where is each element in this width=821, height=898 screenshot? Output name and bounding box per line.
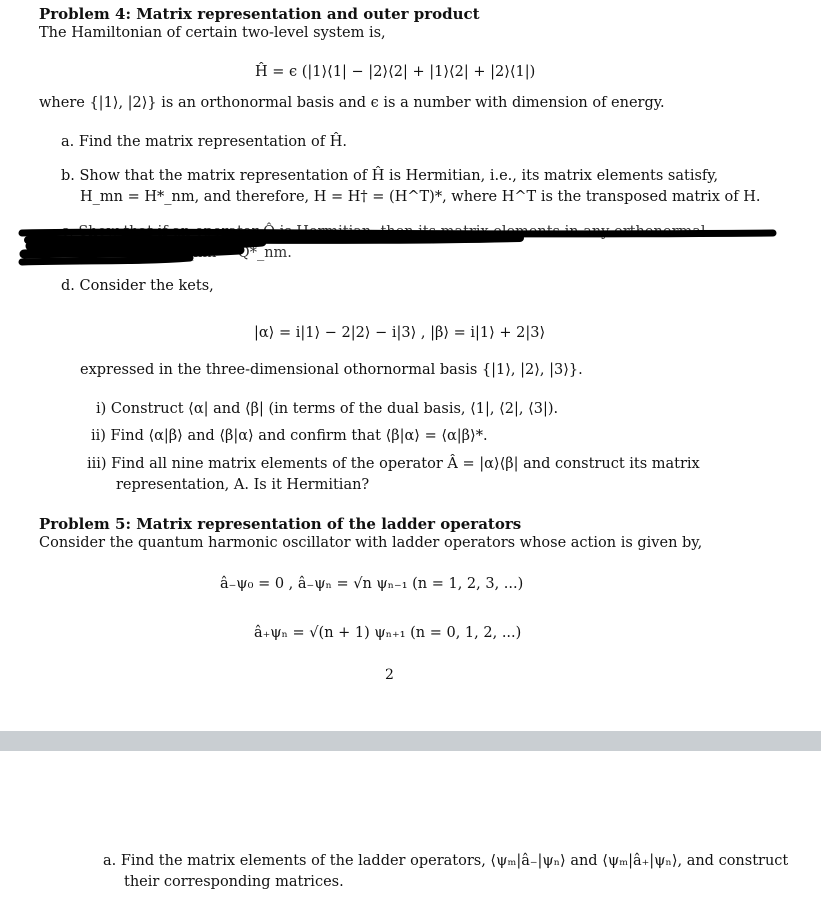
hamiltonian-equation: Ĥ = ϵ (|1⟩⟨1| − |2⟩⟨2| + |1⟩⟨2| + |2⟩⟨1|) <box>255 64 536 80</box>
subpart-i: i) Construct ⟨α| and ⟨β| (in terms of the dual basis, ⟨1|, ⟨2|, ⟨3|). <box>96 401 559 417</box>
problem4-title: Problem 4: Matrix representation and outer product <box>39 5 480 23</box>
document-page-2 <box>0 751 821 898</box>
lowering-equation: â₋ψ₀ = 0 , â₋ψₙ = √n ψₙ₋₁ (n = 1, 2, 3, ...) <box>220 576 524 592</box>
page-separator <box>0 731 821 751</box>
kets-equation: |α⟩ = i|1⟩ − 2|2⟩ − i|3⟩ , |β⟩ = i|1⟩ + 2|3⟩ <box>254 325 546 341</box>
subpart-iii-line2: representation, A. Is it Hermitian? <box>116 477 370 493</box>
subpart-ii: ii) Find ⟨α|β⟩ and ⟨β|α⟩ and confirm that ⟨β|α⟩ = ⟨α|β⟩*. <box>91 428 488 444</box>
subpart-iii-line1: iii) Find all nine matrix elements of the operator Â = |α⟩⟨β| and construct its matrix <box>87 456 700 472</box>
problem5-part-a-line1: a. Find the matrix elements of the ladder operators, ⟨ψₘ|â₋|ψₙ⟩ and ⟨ψₘ|â₊|ψₙ⟩, and construct <box>103 853 789 869</box>
part-b-line2: H_mn = H*_nm, and therefore, H = H† = (H^T)*, where H^T is the transposed matrix of H. <box>80 189 761 205</box>
raising-equation: â₊ψₙ = √(n + 1) ψₙ₊₁ (n = 0, 1, 2, ...) <box>254 625 522 641</box>
part-a: a. Find the matrix representation of Ĥ. <box>61 134 347 150</box>
problem5-title: Problem 5: Matrix representation of the ladder operators <box>39 515 522 533</box>
problem4-intro: The Hamiltonian of certain two-level system is, <box>39 25 386 41</box>
page-number: 2 <box>385 667 394 683</box>
part-c-line1: c. Show that if an operator Q̂ is Hermitian, then its matrix elements in any orthonormal <box>61 224 706 240</box>
part-b-line1: b. Show that the matrix representation of Ĥ is Hermitian, i.e., its matrix elements satisfy, <box>61 168 719 184</box>
redaction-scribble <box>0 216 821 266</box>
basis-note: where {|1⟩, |2⟩} is an orthonormal basis and ϵ is a number with dimension of energy. <box>39 95 665 111</box>
part-d: d. Consider the kets, <box>61 278 214 294</box>
problem5-part-a-line2: their corresponding matrices. <box>124 874 344 890</box>
problem5-intro: Consider the quantum harmonic oscillator with ladder operators whose action is given by, <box>39 535 703 551</box>
basis3-note: expressed in the three-dimensional othornormal basis {|1⟩, |2⟩, |3⟩}. <box>80 362 583 378</box>
part-c-line2: basis satisfy Q_mn = Q*_nm. <box>80 245 292 261</box>
